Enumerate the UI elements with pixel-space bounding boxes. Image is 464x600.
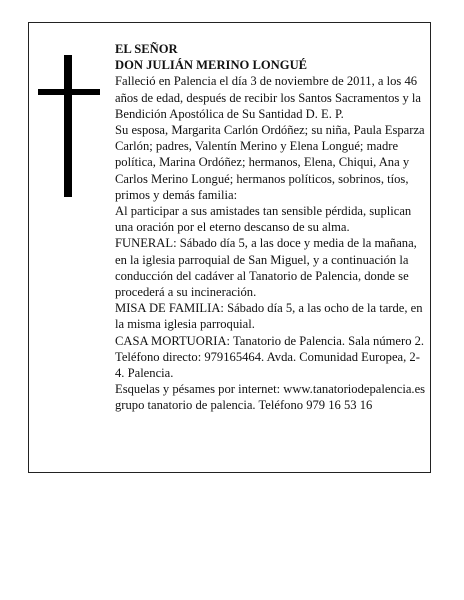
- paragraph-prayer-request: Al participar a sus amistades tan sensible pérdida, suplican una oración por el eterno descanso de su alma.: [115, 204, 412, 235]
- title-line-1: EL SEÑOR: [115, 42, 178, 56]
- obituary-text: [115, 41, 427, 414]
- paragraph-funeral: FUNERAL: Sábado día 5, a las doce y media de la mañana, en la iglesia parroquial de San Miguel, y a continuación la conducción del cadáver al Tanatorio de Palencia, donde se procederá a su incineración.: [115, 236, 417, 300]
- paragraph-company-phone: grupo tanatorio de palencia. Teléfono 979 16 53 16: [115, 398, 373, 413]
- cross-vertical-bar: [64, 55, 72, 197]
- paragraph-death-announcement: Falleció en Palencia el día 3 de noviembre de 2011, a los 46 años de edad, después de recibir los Santos Sacramentos y la Bendición Apostólica de Su Santidad D. E. P.: [115, 74, 422, 121]
- paragraph-family: Su esposa, Margarita Carlón Ordóñez; su niña, Paula Esparza Carlón; padres, Valentín Merino y Elena Longué; madre política, Marina Ordóñez; hermanos, Elena, Chiqui, Ana y Carlos Merino Longué; hermanos políticos, sobrinos, tíos, primos y demás familia:: [115, 123, 425, 202]
- latin-cross-icon: [38, 55, 100, 197]
- paragraph-internet-condolences: Esquelas y pésames por internet: www.tanatoriodepalencia.es: [115, 382, 426, 397]
- paragraph-funeral-home: CASA MORTUORIA: Tanatorio de Palencia. Sala número 2. Teléfono directo: 979165464. Avda. Comunidad Europea, 2-4. Palencia.: [115, 333, 425, 381]
- paragraph-family-mass: MISA DE FAMILIA: Sábado día 5, a las ocho de la tarde, en la misma iglesia parroquial.: [115, 301, 423, 332]
- deceased-name: DON JULIÁN MERINO LONGUÉ: [115, 58, 308, 73]
- cross-horizontal-bar: [38, 89, 100, 95]
